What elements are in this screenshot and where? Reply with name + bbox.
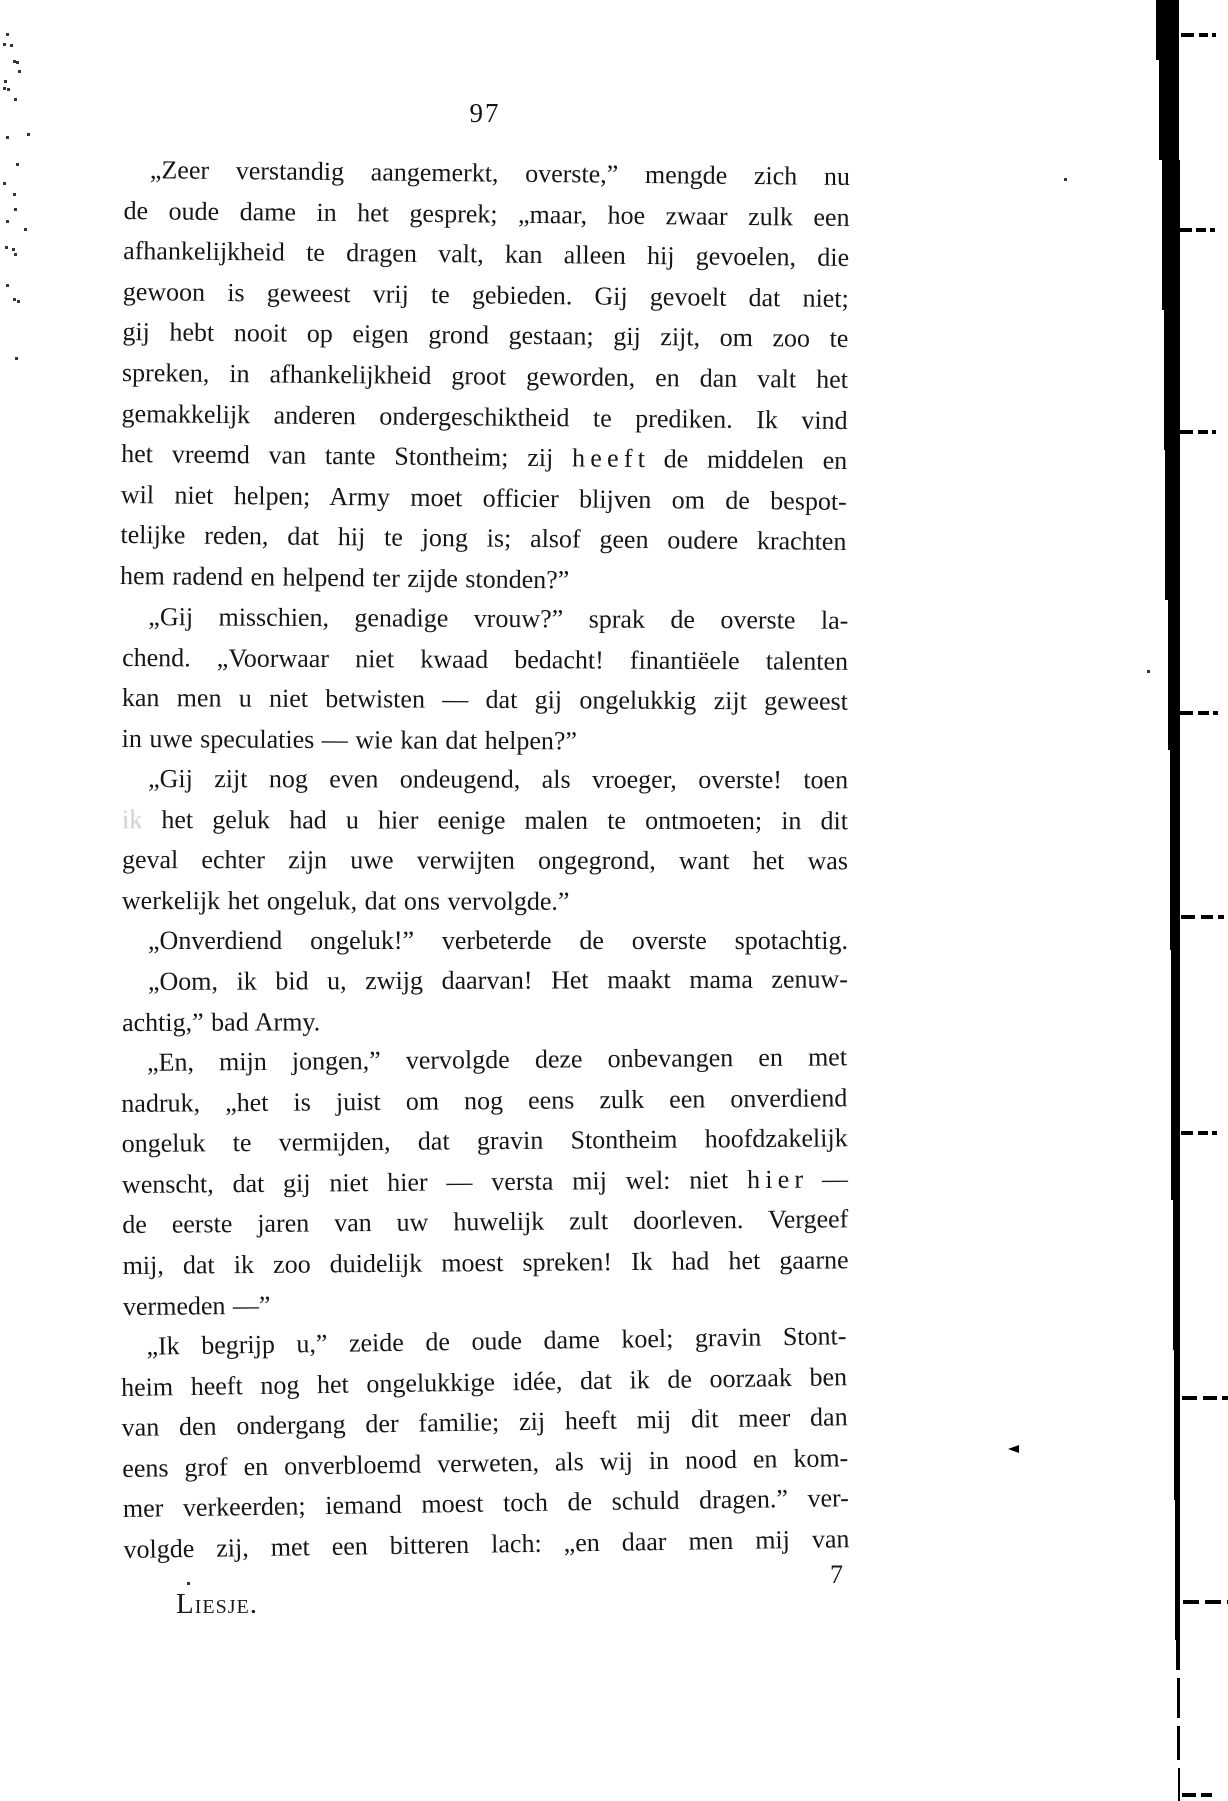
page-edge-dash: [1205, 1600, 1221, 1604]
text-line: van den ondergang der familie; zij heeft mij dit meer dan: [121, 1402, 848, 1443]
text-line: wil niet helpen; Army moet officier blijven om de bespot-: [120, 479, 847, 516]
text-line: het vreemd van tante Stontheim; zij h e e f t de middelen en: [121, 439, 848, 476]
page-edge-dash: [1181, 1131, 1193, 1135]
paragraph: [121, 1037, 849, 1327]
scan-speck: [24, 228, 27, 231]
text-line: geval echter zijn uwe verwijten ongegrond, want het was: [121, 845, 848, 876]
text-line: „Onverdiend ongeluk!” verbeterde de overste spotachtig.: [148, 926, 848, 956]
page-edge-dash: [1222, 1396, 1228, 1400]
text-block: [119, 150, 851, 1571]
paragraph: [122, 759, 848, 923]
page-edge-bar-segment: [1171, 950, 1180, 1200]
page-edge-bar-segment: [1165, 450, 1180, 600]
text-line: „Oom, ik bid u, zwijg daarvan! Het maakt mama zenuw-: [147, 964, 848, 996]
scan-speck: [6, 136, 9, 139]
text-line: ongeluk te vermijden, dat gravin Stontheim hoofdzakelijk: [121, 1123, 848, 1159]
page-edge-dash: [1213, 711, 1218, 715]
text-line: „En, mijn jongen,” vervolgde deze onbevangen en met: [146, 1042, 848, 1077]
scan-speck: [1064, 178, 1067, 181]
page-edge-bar-segment: [1173, 1200, 1180, 1350]
scan-speck: [13, 193, 16, 196]
text-line: volgde zij, met een bitteren lach: „en daar men mij van: [123, 1524, 850, 1565]
scan-speck: [15, 357, 18, 360]
text-line: gij hebt nooit op eigen grond gestaan; gij zijt, om zoo te: [122, 317, 849, 354]
page-edge-dash: [1212, 1131, 1217, 1135]
page-number: 97: [469, 98, 501, 128]
page-edge-dash: [1198, 1131, 1208, 1135]
page-edge-bar-segment: [1174, 1350, 1180, 1500]
scan-speck: [14, 253, 17, 256]
paragraph: [120, 1316, 850, 1570]
signature-number: 7: [830, 1560, 843, 1589]
text-line: nadruk, „het is juist om nog eens zulk een onverdiend: [121, 1082, 848, 1118]
scan-speck: [27, 133, 30, 136]
text-line: chend. „Voorwaar niet kwaad bedacht! finantiëele talenten: [122, 642, 849, 675]
text-line: „Gij misschien, genadige vrouw?” sprak de overste la-: [148, 601, 849, 635]
paragraph: [120, 150, 850, 603]
scan-speck: [6, 33, 9, 36]
paragraph: [122, 921, 848, 962]
page-edge-bar-segment: [1170, 750, 1180, 950]
scan-speck: [3, 87, 6, 90]
page-edge-bar-segment: [1168, 600, 1180, 750]
page-edge-dash: [1198, 711, 1209, 715]
page-edge-dash: [1198, 430, 1208, 434]
page-edge-dash: [1182, 1793, 1196, 1797]
page-edge-bar-segment: [1175, 1500, 1180, 1640]
text-line: gemakkelijk anderen ondergeschiktheid te prediken. Ik vind: [121, 398, 848, 435]
page-edge-bar-segment: [1177, 1726, 1180, 1760]
text-line: de oude dame in het gesprek; „maar, hoe zwaar zulk een: [123, 195, 850, 232]
page-edge-dash: [1212, 430, 1216, 434]
text-line: kan men u niet betwisten — dat gij ongelukkig zijt geweest: [121, 682, 848, 716]
page-edge-dash: [1199, 33, 1208, 37]
scan-speck: [13, 298, 16, 301]
scan-speck: [3, 182, 6, 185]
text-line: gewoon is geweest vrij te gebieden. Gij gevoelt dat niet;: [122, 276, 849, 313]
page-edge-bar-segment: [1176, 1640, 1180, 1670]
page-edge-dash: [1196, 228, 1206, 232]
page-edge-dash: [1201, 1793, 1212, 1797]
scan-speck: [6, 284, 9, 287]
text-line: afhankelijkheid te dragen valt, kan alleen hij gevoelen, die: [123, 236, 850, 273]
text-line: „Zeer verstandig aangemerkt, overste,” mengde zich nu: [149, 155, 851, 191]
page-edge-bar-segment: [1156, 0, 1179, 60]
signature-title: Liesje.: [176, 1588, 258, 1620]
page-edge-dash: [1180, 228, 1192, 232]
scan-speck: [6, 220, 9, 223]
paragraph: [122, 959, 848, 1043]
page-edge-dash: [1183, 1600, 1199, 1604]
text-line: de eerste jaren van uw huwelijk zult doorleven. Vergeef: [122, 1204, 849, 1240]
page-edge-bar-segment: [1177, 1678, 1180, 1718]
scan-speck: [17, 300, 20, 303]
page-edge-dash: [1181, 915, 1195, 919]
paragraph: [122, 597, 849, 763]
scan-speck: [3, 43, 6, 46]
scan-speck: [5, 246, 8, 249]
scan-speck: [187, 1582, 190, 1585]
text-line: telijke reden, dat hij te jong is; alsof geen oudere krachten: [120, 520, 847, 557]
text-line: werkelijk het ongeluk, dat ons vervolgde.”: [121, 885, 570, 916]
text-line: mer verkeerden; iemand moest toch de schuld dragen.” ver-: [122, 1483, 850, 1524]
text-line: spreken, in afhankelijkheid groot geworden, en dan valt het: [121, 357, 849, 394]
margin-arrow-mark: [1008, 1445, 1019, 1453]
scan-speck: [4, 80, 7, 83]
text-line: wenscht, dat gij niet hier — versta mij wel: niet h i e r —: [121, 1164, 849, 1199]
scan-speck: [12, 248, 15, 251]
page-edge-bar-segment: [1164, 310, 1180, 450]
text-line: „Ik begrijp u,” zeide de oude dame koel; gravin Stont-: [146, 1321, 847, 1361]
page-edge-dash: [1218, 915, 1224, 919]
page-edge-dash: [1212, 33, 1216, 37]
text-line: achtig,” bad Army.: [122, 1006, 321, 1037]
text-line: in uwe speculaties — wie kan dat helpen?”: [121, 723, 578, 755]
faded-word: ik: [122, 804, 143, 834]
page-edge-dash: [1203, 1396, 1217, 1400]
page-edge-bar-segment: [1162, 160, 1180, 310]
scan-speck: [14, 208, 17, 211]
page-edge-dash: [1201, 915, 1213, 919]
text-line: eens grof en onverbloemd verweten, als wij in nood en kom-: [122, 1443, 849, 1483]
scan-speck: [1147, 670, 1150, 673]
scan-speck: [14, 98, 17, 101]
text-line: mij, dat ik zoo duidelijk moest spreken! Ik had het gaarne: [122, 1245, 849, 1281]
scan-speck: [7, 88, 10, 91]
scan-speck: [10, 44, 13, 47]
page-edge-bar-segment: [1159, 60, 1179, 160]
text-line: heim heeft nog het ongelukkige idée, dat ik de oorzaak ben: [120, 1362, 848, 1402]
page-edge-bar-segment: [1178, 1768, 1180, 1801]
page-edge-dash: [1210, 228, 1215, 232]
page-edge-dash: [1181, 33, 1194, 37]
text-line: hem radend en helpend ter zijde stonden?”: [119, 560, 570, 595]
scan-speck: [18, 70, 21, 73]
scan-speck: [16, 163, 19, 166]
text-line: vermeden —”: [122, 1290, 271, 1321]
page-edge-dash: [1180, 711, 1193, 715]
text-line: ik het geluk had u hier eenige malen te ontmoeten; in dit: [122, 804, 849, 835]
page-edge-dash: [1182, 1396, 1197, 1400]
text-line: „Gij zijt nog even ondeugend, als vroeger, overste! toen: [148, 763, 849, 795]
scan-speck: [16, 61, 19, 64]
page-edge-dash: [1179, 430, 1193, 434]
